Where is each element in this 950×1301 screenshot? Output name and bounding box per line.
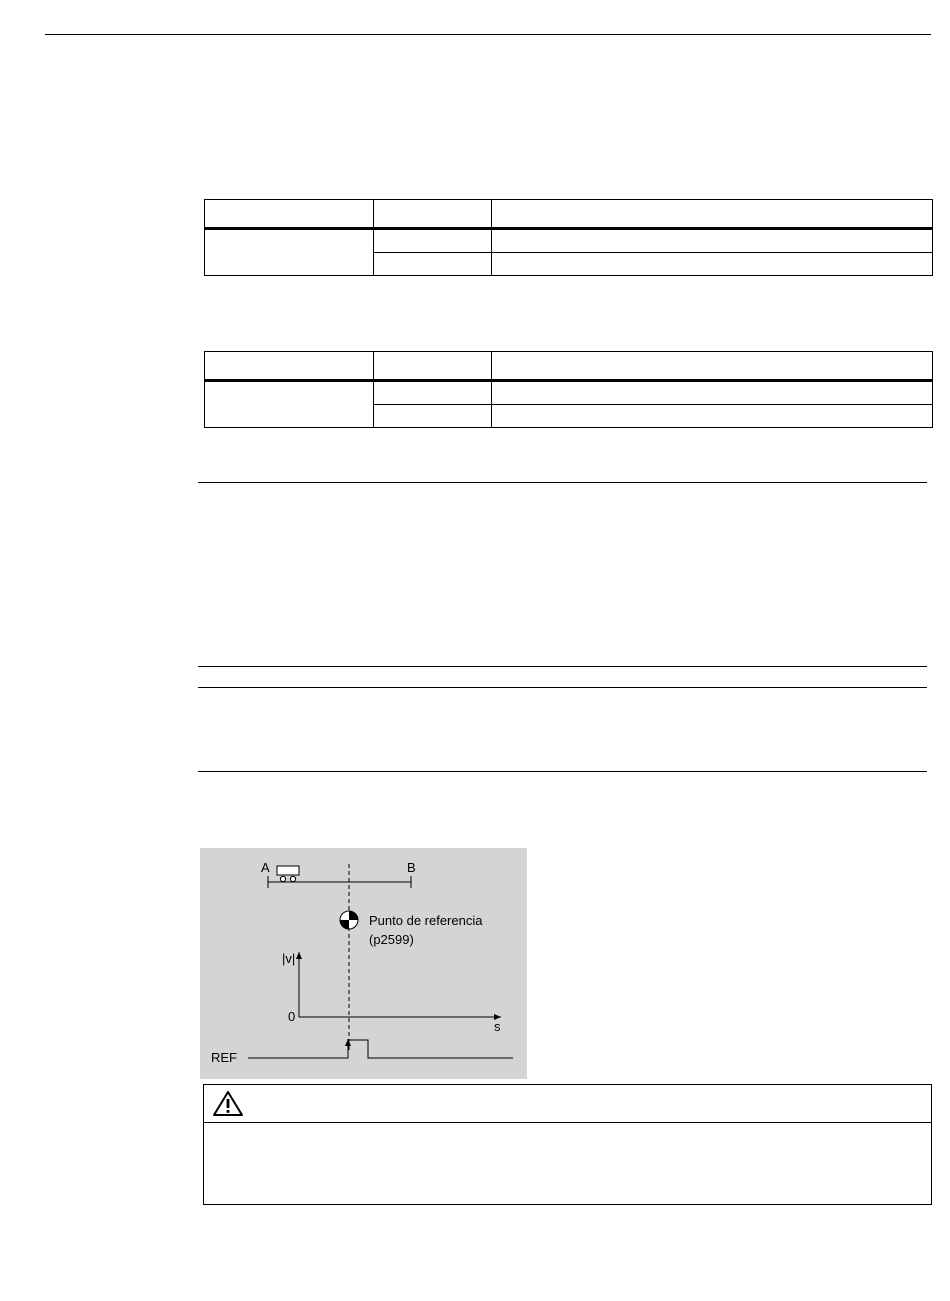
table-cell: [205, 229, 374, 276]
table-cell: [374, 229, 492, 253]
note-top-rule: [198, 482, 927, 483]
reference-label-line2: (p2599): [369, 932, 414, 947]
diagram-canvas: [200, 848, 527, 1079]
cart-icon: [277, 866, 299, 882]
ref-signal-label: REF: [211, 1050, 237, 1065]
table-cell: [492, 405, 933, 428]
warning-box: [203, 1084, 932, 1205]
warning-header: [204, 1085, 931, 1123]
table-header-row: [205, 352, 933, 381]
origin-label: 0: [288, 1009, 296, 1024]
table-cell: [205, 381, 374, 428]
table-cell: [492, 253, 933, 276]
page-header-rule: [45, 34, 931, 35]
table-header-cell: [492, 200, 933, 229]
table-header-cell: [374, 200, 492, 229]
table-cell: [374, 253, 492, 276]
reference-point-icon: [340, 911, 358, 929]
table-header-cell: [492, 352, 933, 381]
reference-label-line1: Punto de referencia: [369, 913, 483, 928]
table-header-cell: [205, 352, 374, 381]
table-cell: [492, 381, 933, 405]
ref-signal-trace: [248, 1040, 513, 1058]
note2-top-rule: [198, 687, 927, 688]
table-cell: [492, 229, 933, 253]
table-row: [205, 229, 933, 253]
note-bottom-rule: [198, 666, 927, 667]
table-row: [205, 381, 933, 405]
reference-point-diagram: [200, 848, 527, 1079]
table-cell: [374, 405, 492, 428]
table-header-row: [205, 200, 933, 229]
table-header-cell: [205, 200, 374, 229]
parameter-table-2: [204, 351, 933, 428]
point-b-label: B: [407, 860, 416, 875]
parameter-table-1: [204, 199, 933, 276]
warning-triangle-icon: [212, 1090, 244, 1117]
point-a-label: A: [261, 860, 270, 875]
note2-bottom-rule: [198, 771, 927, 772]
table-cell: [374, 381, 492, 405]
x-axis-label: s: [494, 1019, 501, 1034]
table-header-cell: [374, 352, 492, 381]
y-axis-label: |v|: [282, 951, 296, 966]
